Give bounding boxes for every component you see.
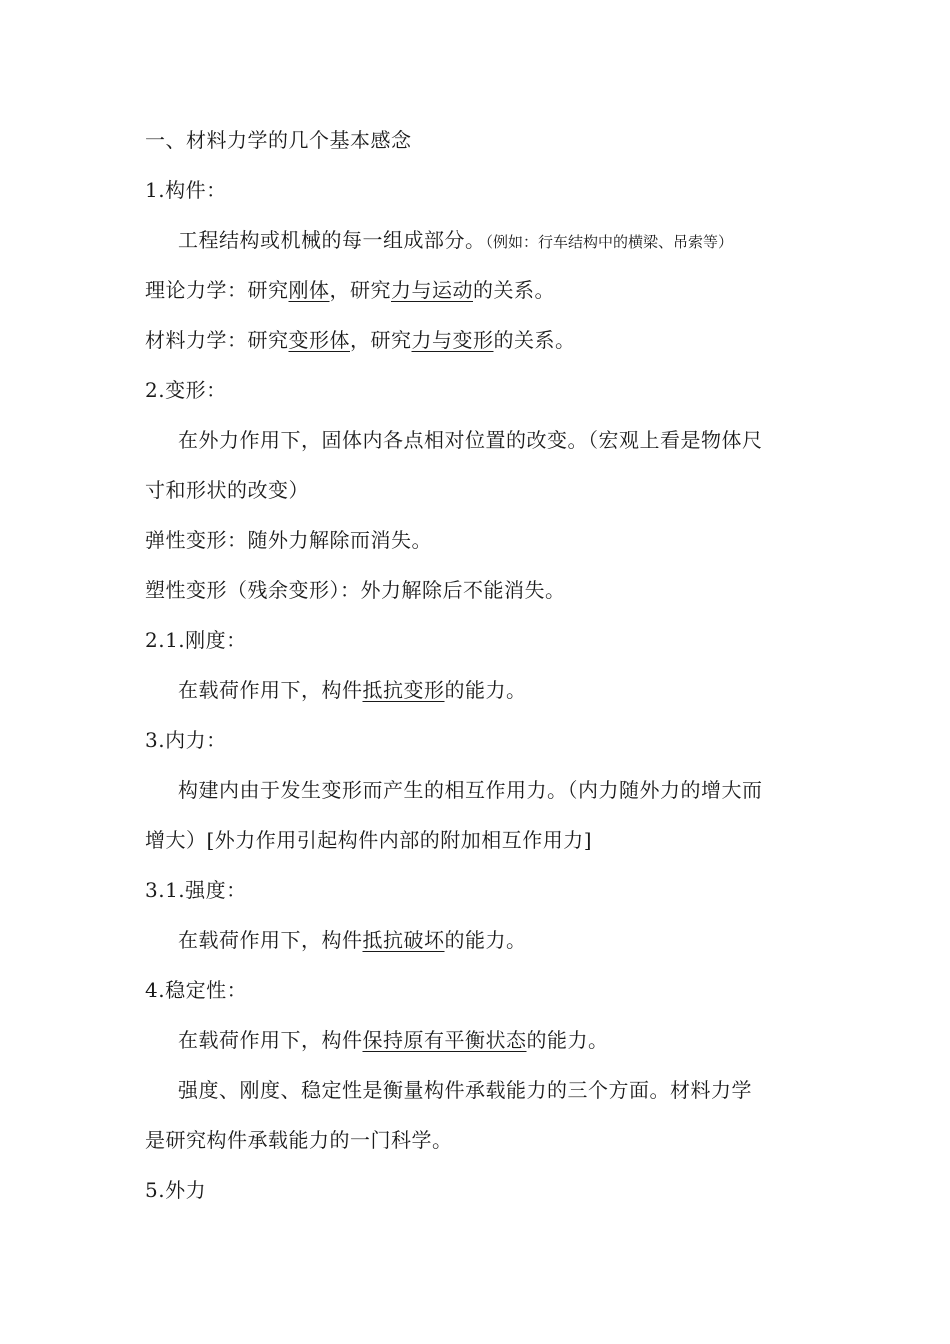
subheading-deformation: 2.变形： bbox=[145, 378, 227, 402]
paragraph-internal-force-definition: 构建内由于发生变形而产生的相互作用力。（内力随外力的增大而 bbox=[178, 778, 763, 802]
section-heading: 一、材料力学的几个基本感念 bbox=[145, 128, 412, 152]
subheading-stability: 4.稳定性： bbox=[145, 978, 248, 1002]
underlined-term: 抵抗破坏 bbox=[362, 928, 445, 952]
paragraph-mechanics-of-materials: 材料力学：研究变形体，研究力与变形的关系。 bbox=[145, 328, 576, 352]
subheading-stiffness: 2.1.刚度： bbox=[145, 628, 247, 652]
underlined-term: 刚体 bbox=[288, 278, 330, 302]
paragraph-theoretical-mechanics: 理论力学：研究刚体，研究力与运动的关系。 bbox=[145, 278, 555, 302]
paragraph-summary: 强度、刚度、稳定性是衡量构件承载能力的三个方面。材料力学 bbox=[178, 1078, 752, 1102]
underlined-term: 变形体 bbox=[288, 328, 350, 352]
paragraph-elastic-deformation: 弹性变形：随外力解除而消失。 bbox=[145, 528, 432, 552]
underlined-term: 保持原有平衡状态 bbox=[362, 1028, 527, 1052]
paragraph-strength-definition: 在载荷作用下，构件抵抗破坏的能力。 bbox=[178, 928, 527, 952]
underlined-term: 力与变形 bbox=[411, 328, 494, 352]
paragraph-plastic-deformation: 塑性变形（残余变形）：外力解除后不能消失。 bbox=[145, 578, 566, 602]
paragraph-stability-definition: 在载荷作用下，构件保持原有平衡状态的能力。 bbox=[178, 1028, 609, 1052]
paragraph-summary-continued: 是研究构件承载能力的一门科学。 bbox=[145, 1128, 453, 1152]
paragraph-stiffness-definition: 在载荷作用下，构件抵抗变形的能力。 bbox=[178, 678, 527, 702]
paragraph-internal-force-continued: 增大）[外力作用引起构件内部的附加相互作用力] bbox=[145, 828, 593, 852]
subheading-strength: 3.1.强度： bbox=[145, 878, 247, 902]
subheading-internal-force: 3.内力： bbox=[145, 728, 227, 752]
paragraph-deformation-definition: 在外力作用下，固体内各点相对位置的改变。（宏观上看是物体尺 bbox=[178, 428, 763, 452]
example-note: （例如：行车结构中的横梁、吊索等） bbox=[485, 233, 734, 251]
underlined-term: 抵抗变形 bbox=[362, 678, 445, 702]
paragraph-component-definition: 工程结构或机械的每一组成部分。（例如：行车结构中的横梁、吊索等） bbox=[178, 228, 734, 252]
subheading-component: 1.构件： bbox=[145, 178, 227, 202]
subheading-external-force: 5.外力 bbox=[145, 1178, 207, 1202]
paragraph-deformation-continued: 寸和形状的改变） bbox=[145, 478, 309, 502]
underlined-term: 力与运动 bbox=[391, 278, 473, 302]
